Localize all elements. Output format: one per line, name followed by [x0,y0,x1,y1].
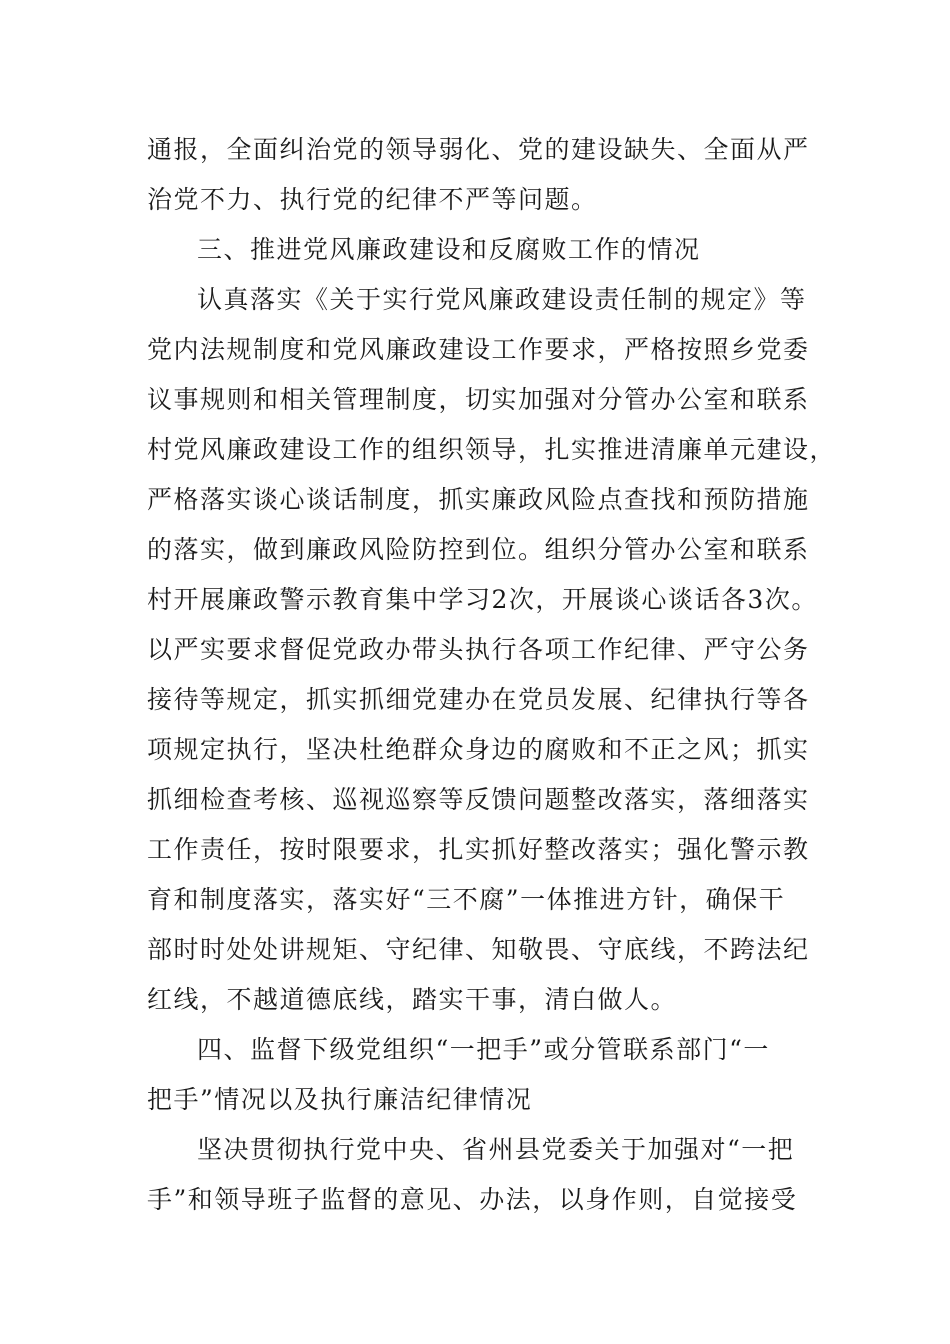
text-line: 严格落实谈心谈话制度，抓实廉政风险点查找和预防措施 [147,485,810,514]
section-heading-3: 三、推进党风廉政建设和反腐败工作的情况 [197,235,701,264]
text-line: 抓细检查考核、巡视巡察等反馈问题整改落实，落细落实 [147,785,810,814]
text-line: 工作责任，按时限要求，扎实抓好整改落实；强化警示教 [147,835,810,864]
text-line: 以严实要求督促党政办带头执行各项工作纪律、严守公务 [147,635,810,664]
text-line: 坚决贯彻执行党中央、省州县党委关于加强对“一把 [197,1135,795,1164]
text-line: 党内法规制度和党风廉政建设工作要求，严格按照乡党委 [147,335,810,364]
text-line: 部时时处处讲规矩、守纪律、知敬畏、守底线，不跨法纪 [147,935,810,964]
text-line: 的落实，做到廉政风险防控到位。组织分管办公室和联系 [147,535,810,564]
text-line: 育和制度落实，落实好“三不腐”一体推进方针，确保干 [147,885,786,914]
text-line: 认真落实《关于实行党风廉政建设责任制的规定》等 [197,285,807,314]
text-line: 手”和领导班子监督的意见、办法，以身作则，自觉接受 [147,1185,798,1214]
text-line: 议事规则和相关管理制度，切实加强对分管办公室和联系 [147,385,810,414]
text-line: 项规定执行，坚决杜绝群众身边的腐败和不正之风；抓实 [147,735,810,764]
section-heading-4-cont: 把手”情况以及执行廉洁纪律情况 [147,1085,533,1114]
text-line: 村开展廉政警示教育集中学习2次，开展谈心谈话各3次。 [147,585,818,614]
text-line: 村党风廉政建设工作的组织领导，扎实推进清廉单元建设， [147,435,837,464]
text-line: 治党不力、执行党的纪律不严等问题。 [147,185,598,214]
text-line: 通报，全面纠治党的领导弱化、党的建设缺失、全面从严 [147,135,810,164]
text-line: 红线，不越道德底线，踏实干事，清白做人。 [147,985,678,1014]
text-line: 接待等规定，抓实抓细党建办在党员发展、纪律执行等各 [147,685,810,714]
section-heading-4: 四、监督下级党组织“一把手”或分管联系部门“一 [197,1035,770,1064]
